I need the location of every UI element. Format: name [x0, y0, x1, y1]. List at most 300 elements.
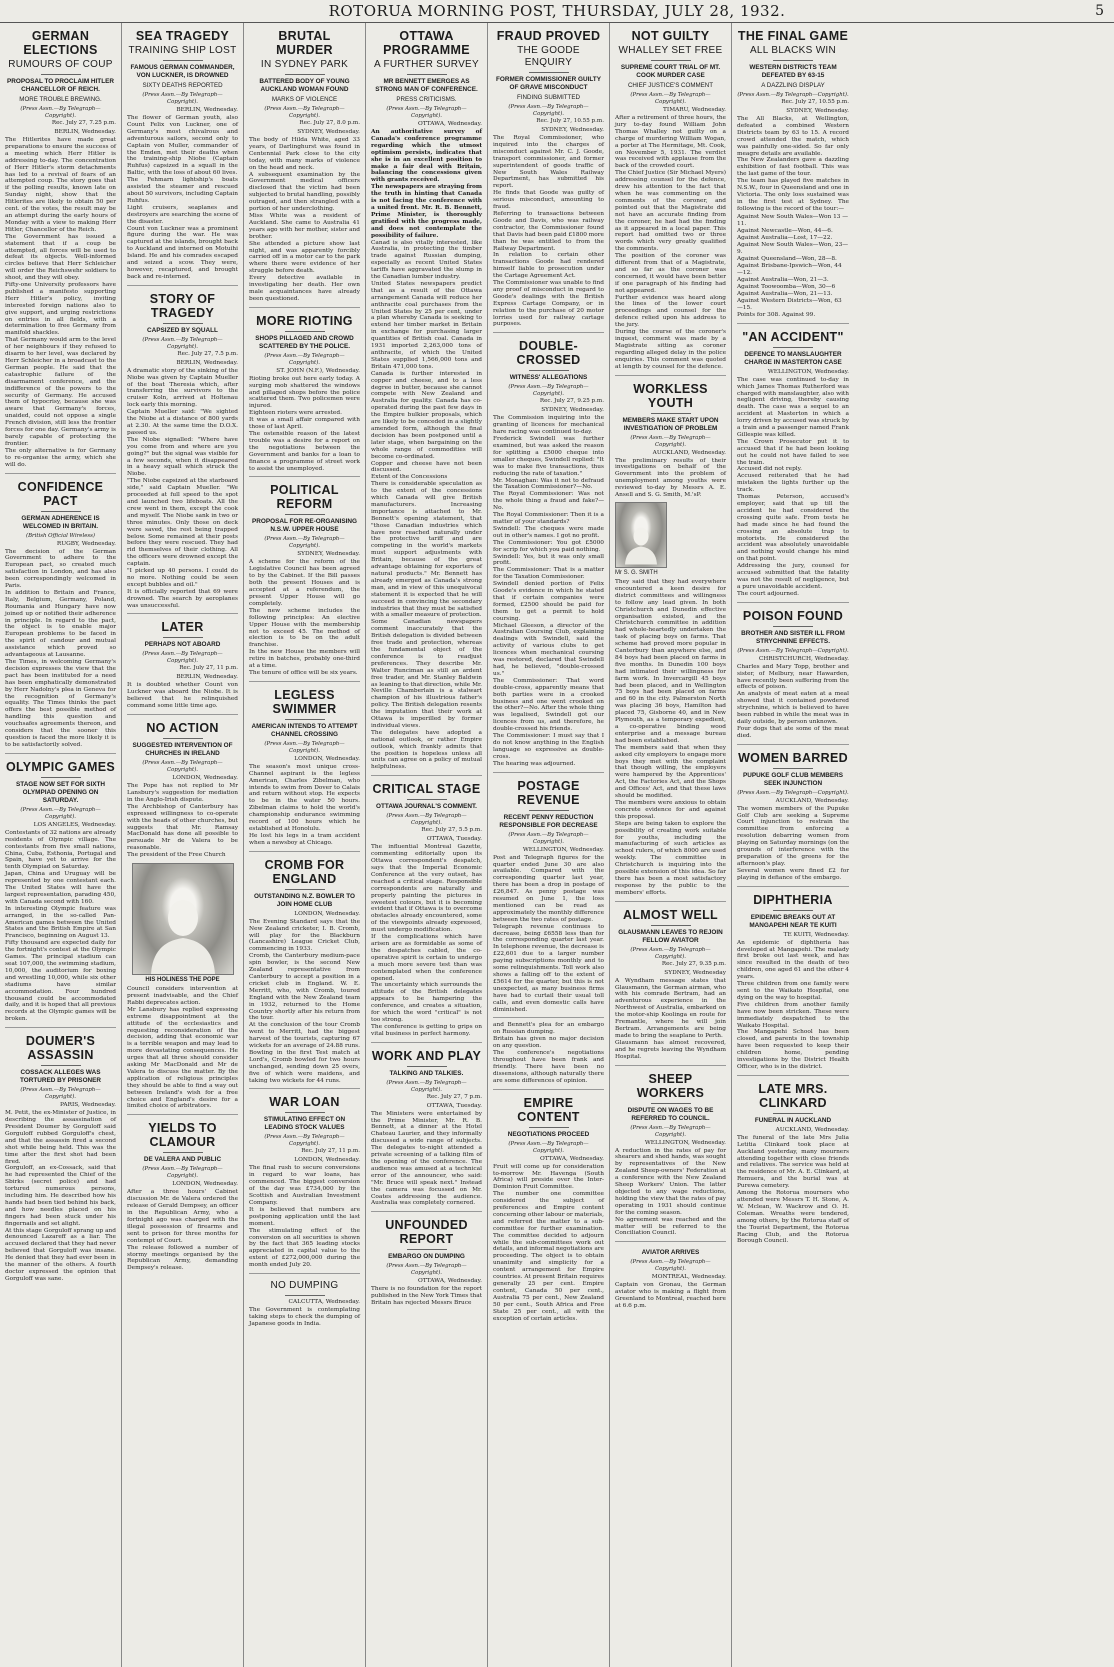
paragraph: The members said that when they asked city employers to engage more boys they met with the complaint that though willing, the employers were hampered by the Apprentices' Act, the Factories Act, and the Shops and Offices' Act, and that these laws should be modified.: [615, 744, 726, 800]
paragraph: Britain has given no major decision on any question.: [493, 1036, 604, 1050]
dateline: SYDNEY, Wednesday.: [541, 407, 604, 414]
paragraph: The preliminary results of their investigations on behalf of the Government into the problem of unemployment among youths were reviewed to-day by Messrs A. E. Ansell and S. G. Smith, M.'sP.: [615, 457, 726, 499]
press-credit: (Press Assn.—By Telegraph—Copyright).: [386, 813, 467, 827]
press-credit: (Press Assn.—By Telegraph—Copyright).: [20, 106, 101, 119]
paragraph: A reduction in the rates of pay for shearers and shed hands, was sought by representatives of the New Zealand Sheep-owners' Federation at a conference with the New Zealand Sheep Workers' Union. The latter objected to any wage reductions, holding the view that the rates of pay operating in 1931 should continue for the coming season.: [615, 1147, 726, 1216]
dateline: LONDON, Wednesday.: [172, 775, 238, 782]
received-time: Rec. July 27, 11 p.m.: [179, 665, 238, 672]
paragraph: No agreement was reached and the matter will be referred to the Conciliation Council.: [615, 1216, 726, 1237]
paragraph: Gorguloff, an ex-Cossack, said that he had represented the Chief of the Sbirks (secret police) and had tortured numerous persons, including him. He described how his hands had been tied behind his back, and how needles placed on his fingers had been stuck under his fingernails and set alight.: [5, 1165, 116, 1227]
article: [615, 29, 726, 371]
headline: ALMOST WELL: [623, 907, 718, 922]
paragraph: After a retirement of three hours, the jury to-day found William John Thomas Whalley not guilty on a charge of murdering William Wogan, a porter at The Hermitage, Mt. Cook, on November 5, 1931. The verdict was received with applause from the back of the crowded court.: [615, 115, 726, 170]
paragraph: Referring to transactions between Goode and Davis, who was railway contractor, the Commissioner found that Davis had been paid £1800 more than he was entitled to from the Railway Department.: [493, 210, 604, 252]
dateline: WELLINGTON, Wednesday.: [644, 1139, 726, 1146]
dateline: CALCUTTA, Wednesday.: [288, 1299, 360, 1306]
photo-caption: Mr S. G. SMITH: [615, 569, 658, 576]
headline-rule: [41, 74, 81, 75]
received-time: Rec. July 27, 7.25 p.m.: [51, 120, 116, 126]
paragraph: In relation to certain other transactions Goode had rendered himself liable to prosecution under the Cartage Agreement Act.: [493, 252, 604, 280]
paragraph: The influential Montreal Gazette, commenting editorially upon its Ottawa correspondent's despatch, says that the Imperial Economic Conference at the very outset, has reached a critical stage. Responsible correspondents are naturally and properly painting the pictures in sweetest colours, but it is becoming evident that if Ottawa is to overcome obstacles already encountered, some of the viewpoints already expressed, must undergo modification.: [371, 844, 482, 934]
paragraph: The position of the coroner was different from that of a Magistrate, and so far as the coroner was concerned, it would have been better if one paragraph of his finding had not appeared.: [615, 253, 726, 294]
paragraph: The members were anxious to obtain concrete evidence for and against this proposal.: [615, 799, 726, 820]
paragraph: The body of Hilda White, aged 33 years, of Darlinghurst was found in Centennial Park close to the city today, with many marks of violence on the head and neck.: [249, 137, 360, 171]
headline: DIPHTHERIA: [753, 892, 833, 907]
headline: SHEEP WORKERS: [636, 1071, 705, 1100]
headline: OTTAWA PROGRAMME: [383, 29, 470, 57]
paragraph: The case was continued to-day in which James Thomas Rutherford was charged with manslaughter, also with negligent driving, thereby causing death. The case was a sequel to an accident at Masterton in which a lorry driven by accused was struck by a train and a passenger named Frank Gillespie was killed.: [737, 376, 849, 438]
article: [737, 886, 849, 1071]
headline-rule: [529, 72, 569, 73]
paragraph: Canad is also vitally interested, like Australia, in protecting the timber trade against Russian dumping, especially as recent United States tariffs have aggravated the slump in the Canadian lumber industry.: [371, 239, 482, 281]
press-credit: (Press Assn.—By Telegraph—Copyright).: [142, 336, 223, 350]
paragraph: The women members of the Pupuke Golf Club are seeking a Supreme Court injunction to restrain the committee from enforcing a resolution debarring women from playing on Saturday mornings (on the grounds of interference with the preparation of the greens for the afternoon's play.: [737, 805, 849, 867]
deck: PUPUKE GOLF CLUB MEMBERS SEEK INJUNCTION: [742, 771, 844, 787]
article: [127, 29, 238, 281]
headline-rule: [41, 1065, 81, 1066]
paragraph: M. Petit, the ex-Minister of Justice, in describing the assassination of President Doumer by Gorguloff said Gorguloff rubbed Gorguloff's chest, and that the assassin fired a second shot while being held. This was the time after the first shot had been fired.: [5, 1110, 116, 1165]
press-credit: (British Official Wireless): [25, 532, 96, 539]
paragraph: After a three hours' Cabinet discussion Mr. de Valera ordered the release of Gerald Dempsey, an officer in the Republican Army, who a fortnight ago was charged with the illegal possession of firearms and sent to prison for three months for contempt of Court.: [127, 1189, 238, 1244]
paragraph: Rioting broke out here early today. A surging mob shattered the windows and pillaged shops before the police scattered them. Two policemen were injured.: [249, 375, 360, 410]
headline-rule: [285, 514, 325, 515]
paragraph: It was a small affair compared with those of last April.: [249, 417, 360, 431]
results-item: Against Toowoomba—Won, 30—6: [737, 283, 836, 290]
paragraph: At this stage Gorguloff sprang up and denounced Lazareff as a liar. The accused declared that they had never believed that Gorguloff was insane. He denied that they had ever been in the manner of the others. A fourth doctor expressed the opinion that Gorguloff was sane.: [5, 1227, 116, 1282]
paragraph: Captain Mueller said: "We sighted the Niobe at a distance of 800 yards at 2.30. At the same time the D.O.X. passed us.: [127, 409, 238, 436]
article: [127, 285, 238, 610]
headline-rule: [529, 1127, 569, 1128]
headline-rule: [285, 74, 325, 75]
headline: LEGLESS SWIMMER: [272, 687, 337, 716]
headline-rule: [773, 347, 813, 348]
results-item: Against Australia—Lost, 17—22.: [737, 234, 833, 241]
article: [5, 753, 116, 1023]
dateline: PARIS, Wednesday.: [60, 1102, 116, 1109]
column-5: [488, 23, 610, 1667]
paragraph: A scheme for the reform of the Legislative Council has been agreed to by the Cabinet. If the Bill passes both the present Houses and is accepted at a referendum, the present Upper House will go completely.: [249, 559, 360, 607]
paragraph: Thomas Peterson, accused's employer, said that up till the accident he had considered the crossing quite safe. From tests he had made since he had found the crossing an absolute trap to motorists. He considered the accident was absolutely unavoidable and nothing would change his mind on that point.: [737, 494, 849, 563]
paragraph: Steps are being taken to explore the possibility of creating work suitable for youths, including the manufacturing of such articles as school rulers, of which 8000 are used weekly. The committee in Christchurch is inquiring into the possible extension of this idea. So far there has been a most satisfactory response by the public to the members' efforts.: [615, 820, 726, 896]
dateline: AUCKLAND, Wednesday.: [775, 797, 849, 804]
paragraph: A dramatic story of the sinking of the Niobe was given by Captain Mueller of the boat Theresia which, after transferring the survivors to the cruiser Koln, arrived at Holtenau lock early this morning.: [127, 367, 238, 409]
paragraph: That Germany would arm to the level of her neighbours if they refused to disarm to her level, was declared by Herr Schleicher in a broadcast to the German people. He said that the catastrophic failure of the disarmament conference, and the indifference of the powers to the security of Germany. He accused them of hypocrisy, because she was aware that Germany's forces, unaided, could not oppose a single French division, still less the frontier forces for one day. Germany's army is barely capable of protecting the frontier.: [5, 337, 116, 447]
article: [615, 901, 726, 1061]
article: [127, 613, 238, 710]
headline: FRAUD PROVED: [496, 29, 601, 43]
results-item: Against Western Districts—Won, 63 —15.: [737, 297, 842, 311]
headline-rule: [285, 1295, 325, 1296]
paragraph: Charles and Mary Topp, brother and sister, of Melbury, near Hawarden, have recently been suffering from the effects of poison.: [737, 663, 849, 691]
paragraph: Light cruisers, seaplanes and destroyers are searching the scene of the disaster.: [127, 204, 238, 225]
headline: CROMB FOR ENGLAND: [264, 857, 345, 886]
headline-rule: [407, 1249, 447, 1250]
headline: OLYMPIC GAMES: [5, 759, 115, 774]
paragraph: The Commission inquiring into the granting of licences for mechanical hare racing was continued to-day.: [493, 415, 604, 436]
paragraph: At the conclusion of the tour Cromb went to Merritt, had the biggest harvest of the tourists, capturing 67 wickets for an average of 24.88 runs. Bowling in the first Test match at Lord's, Cromb bowled for two hours unchanged, sending down 25 overs, five of which were maidens, and taking two wickets for 44 runs.: [249, 1022, 360, 1084]
paragraph: Swindell denied portion of Felix Goode's evidence in which he stated that if certain companies were formed, £2500 should be paid for them to get a permit to hold coursing.: [493, 581, 604, 622]
paragraph: "I picked up 40 persons. I could do no more. Nothing could be seen except bubbles and oil.": [127, 568, 238, 588]
press-credit: (Press Assn.—By Telegraph—Copyright).: [630, 946, 711, 960]
headline-rule: [285, 719, 325, 720]
paragraph: There is no foundation for the report published in the New York Times that Britain has rejected Messrs Bruce: [371, 1286, 482, 1307]
deck: FUNERAL IN AUCKLAND: [754, 1116, 832, 1124]
headline: LATER: [161, 620, 204, 635]
subheadline: WHALLEY SET FREE: [618, 45, 723, 56]
dateline: TIMARU, Wednesday.: [663, 107, 726, 113]
paragraph: The season's most unique cross-Channel aspirant is the legless American, Charles Zibelman, who intends to swim from Dover to Calais and return without stop. He expects to be in the water 50 hours. Zibelman claims to hold the world's championship endurance swimming record of 100 hours which he established at Honolulu.: [249, 763, 360, 832]
paragraph: Mr Lansbury has replied expressing extreme disappointment at the attitude of the ecclesiastics and requesting reconsideration of the decision, adding that economic war is a terrible weapon and may lead to more devastating consequences. He urges that all three should consider asking Mr MacDonald and Mr de Valera to discuss the matter. By the application of religious principles they should be able to find a way out between Ireland's wish for a free choice and England's desire for a limited choice of arbitrators.: [127, 1006, 238, 1110]
paragraph: The court adjourned.: [737, 590, 799, 597]
deck: PERHAPS NOT ABOARD: [144, 641, 221, 649]
paragraph: Michael Gleeson, a director of the Australian Coursing Club, explaining dealings with Swindell, said the activity of various clubs to get licences when mechanical coursing was restored, declared that Swindell had, he believed, "double-crossed us.": [493, 622, 604, 677]
headline: SEA TRAGEDY: [135, 29, 230, 43]
paragraph: It is doubted whether Count von Luckner was aboard the Niobe. It is believed that he relinquished command some little time ago.: [127, 682, 238, 710]
paragraph: The conference's negotiations throughout have been frank and friendly. There have been no dissensions, although naturally there are some differences of opinion.: [493, 1050, 604, 1084]
paragraph: It is officially reported that 69 were drowned. The search by aeroplanes was unsuccessful.: [127, 588, 238, 609]
deck-line: MORE TROUBLE BREWING.: [19, 96, 102, 103]
paragraph: The Government has issued a statement that if a coup be attempted, all forces will be used to defeat its objects. Well-informed circles believe that Herr Schleicher will order the Reichswehr soldiers to shoot, and they will obey.: [5, 233, 116, 282]
dateline: CHRISTCHURCH, Wednesday.: [758, 655, 849, 662]
press-credit: (Press Assn.—By Telegraph—Copyright).: [142, 92, 223, 105]
portrait-silhouette-icon: [143, 884, 223, 974]
article: [249, 1088, 360, 1269]
dateline: LONDON, Wednesday.: [294, 755, 360, 762]
paragraph: Captain von Gronau, the German aviator who is making a flight from Greenland to Montreal, reached here at 6.6 p.m.: [615, 1282, 726, 1310]
deck: PROPOSAL FOR RE-ORGANISING N.S.W. UPPER HOUSE: [252, 518, 357, 534]
dateline: OTTAWA, Tuesday.: [426, 1102, 482, 1109]
dateline: OTTAWA, Wednesday.: [539, 1155, 604, 1162]
article: [615, 1065, 726, 1238]
press-credit: (Press Assn.—By Telegraph—Copyright).: [142, 760, 223, 774]
paragraph: Swindell: Yes, but it was only small profit.: [493, 553, 604, 567]
deck-line: MARKS OF VIOLENCE: [271, 96, 338, 103]
deck: WITNESS' ALLEGATIONS: [509, 374, 588, 382]
paragraph: The funeral of the late Mrs Julia Letitia Clinkard took place at Auckland yesterday, many mourners attending together with close friends and relatives. The service was held at the residence of Mr. A. E. Clinkard, at Remuera, and the burial was at Purewa cemetery.: [737, 1134, 849, 1190]
received-time: Rec. July 27, 7.5 p.m.: [177, 350, 238, 357]
dateline: LONDON, Wednesday.: [294, 910, 360, 917]
headline: GERMAN ELECTIONS: [23, 29, 98, 57]
paragraph: The Government is contemplating taking steps to check the dumping of Japanese goods in India.: [249, 1307, 360, 1327]
paragraph: Among the Rotorua mourners who attended were Messrs T. H. Stone, A. W. Mclean, W. Wackrow and O. H. Coleman. Wreaths were tendered, among others, by the Rotorua staff of the Tourist Department, the Rotorua Racing Club, and the Rotorua Borough Council.: [737, 1190, 849, 1245]
paragraph: He lost his legs in a tram accident when a newsboy at Chicago.: [249, 832, 360, 846]
press-credit: (Press Assn.—By Telegraph—Copyright).: [508, 831, 589, 845]
paragraph: The conference is getting to grips on vital business in perfect harmony.: [371, 1023, 482, 1037]
paragraph: Fruit will come up for consideration to-morrow Mr. Havenga (South Africa) will preside over the Inter-Dominion Fruit Committee.: [493, 1163, 604, 1191]
article: [5, 1027, 116, 1283]
headline-rule: [285, 889, 325, 890]
received-time: Rec. July 27, 11 p.m.: [301, 1148, 360, 1155]
headline: YIELDS TO CLAMOUR: [148, 1121, 217, 1150]
deck: GLAUSMANN LEAVES TO REJOIN FELLOW AVIATOR: [618, 928, 723, 944]
press-credit: (Press Assn.—By Telegraph—Copyright).: [508, 1140, 589, 1154]
deck-line: PRESS CRITICISMS.: [396, 96, 457, 103]
article: [737, 602, 849, 740]
deck: DISPUTE ON WAGES TO BE REFERRED TO COUNCIL.: [627, 1106, 714, 1122]
headline-rule: [773, 768, 813, 769]
photo-caption: HIS HOLINESS THE POPE: [145, 977, 220, 984]
press-credit: (Press Assn.—By Telegraph—Copyright).: [737, 92, 849, 98]
paragraph: The number one committee considered the subject of preferences and Empire content concerning other labour or materials, and referred the matter to a sub-committee for further examination. The committee decided to adjourn while the sub-committees work out details, and informal negotiations are proceeding. The object is to obtain unanimity and simplicity for a content arrangement for Empire countries. At present Britain requires generally 25 per cent. Empire content, Canada 50 per cent., Australia 75 per cent., New Zealand 50 per cent., South Africa and Free State 25 per cent., all with the exception of certain articles.: [493, 1191, 604, 1322]
paragraph: The only alternative is for Germany to re-organise the army, which she will do.: [5, 447, 116, 468]
deck: NEGOTIATIONS PROCEED: [507, 1130, 590, 1138]
paragraph: The flower of German youth, also Count Felix von Luckner, one of Germany's most chivalrous and adventurous sailors, second only to Captain von Muller, commander of the Emden, met their deaths when the training-ship Niobe (Captain Ruhfus) capsized in a squall in the Baltic, with the loss of about 60 lives.: [127, 115, 238, 177]
deck-line: CHIEF JUSTICE'S COMMENT: [627, 82, 714, 89]
deck: SUGGESTED INTERVENTION OF CHURCHES IN IRELAND: [132, 742, 233, 758]
headline-rule: [651, 1103, 691, 1104]
paragraph: Accused did not reply.: [737, 466, 802, 473]
paragraph: The stimulating effect of the conversion on all securities is shown by the fact that 365 leading stocks appreciated in capital value to the extent of £272,000,000 during the month ended July 20.: [249, 1227, 360, 1269]
lead-paragraph: The newspapers are straying from the truth in hinting that Canada is not facing the conference with a united front. Mr. R. B. Bennett, Prime Minister, is thoroughly gratified with the progress made, and does not contemplate the possibility of failure.: [371, 184, 482, 239]
article: [615, 375, 726, 897]
article: [249, 1273, 360, 1328]
paragraph: Contestants of 32 nations are already residents of Olympic village. The contestants from five small nations, China, Cuba, Esthonia, Portugal and Spain, have yet to arrive for the tenth Olympiad on Saturday.: [5, 829, 116, 871]
paragraph: The Commissioner was unable to find any proof of misconduct in regard to Goode's dealings with the British Express Cartage Company, or in relation to the purchase of 20 motor lorries used for railway cartage purposes.: [493, 280, 604, 328]
paragraph: The Times, in welcoming Germany's decision expresses the view that the pact has been instituted for a need has been emphatically demonstrated by Herr Nadolny's plea in Geneva for the recognition of Germany's equality. The Times thinks the pact offers the best possible method of handling this question and vouchsafes agreements thereon, and considers that the sooner this question is faced the more likely it is to be satisfactorily solved.: [5, 659, 116, 748]
paragraph: The Commissioner: That is a matter for the Taxation Commissioner.: [493, 567, 604, 581]
subheadline: ALL BLACKS WIN: [749, 45, 837, 56]
press-credit: (Press Assn.—By Telegraph—Copyright).: [386, 1079, 467, 1093]
paragraph: It is believed that numbers are postponing application until the last moment.: [249, 1206, 360, 1227]
headline: POSTAGE REVENUE: [517, 778, 580, 807]
dateline: ST. JOHN (N.F.), Wednesday.: [276, 367, 360, 374]
subheadline: THE GOODE ENQUIRY: [517, 45, 580, 68]
deck: COSSACK ALLEGES WAS TORTURED BY PRISONER: [19, 1069, 102, 1085]
deck: AVIATOR ARRIVES: [641, 1249, 700, 1257]
paragraph: She attended a picture show last night, and was apparently forcibly carried off in a motor car to the park where there were evidence of her struggle before death.: [249, 240, 360, 275]
dateline: RUGBY, Wednesday.: [56, 540, 116, 547]
headline-rule: [773, 626, 813, 627]
subheadline: RUMOURS OF COUP: [8, 59, 113, 70]
received-time: Rec. July 27, 10.55 p.m.: [781, 99, 849, 105]
deck: EPIDEMIC BREAKS OUT AT MANGAPEHI NEAR TE KUITI: [749, 913, 837, 929]
results-item: Against Australia—Won, 21—3.: [737, 276, 829, 283]
paragraph: Count von Luckner was a prominent figure during the war. He was captured at the islands, brought back to Auckland and interned on Motuihi Island. He and his comrades escaped and seized a scow. They were, however, recaptured, and brought back and re-interned.: [127, 225, 238, 280]
paragraph: In addition to Britain and France, Italy, Belgium, Germany, Poland, Roumania and Hungary have now joined up or notified their adherence in principle. In regard to the pact, the object is to enable major European problems to be faced in the spirit of candour and mutual assistance which proved so advantageous at Lausanne.: [5, 589, 116, 659]
press-credit: (Press Assn.—By Telegraph—Copyright).: [630, 1124, 711, 1138]
paragraph: Addressing the jury, counsel for accused submitted that the fatality was not the result of negligence, but a pure unavoidable accident.: [737, 563, 849, 590]
headline: CONFIDENCE PACT: [17, 479, 104, 508]
paragraph: Fifty-one University professors have published a manifesto supporting Herr Hitler's policy, inviting interested foreign nations also to give support, and urging restrictions on entries in all fields, with a determination to free Germany from manifold shackles.: [5, 282, 116, 337]
headline-rule: [285, 331, 325, 332]
article: [493, 332, 604, 767]
dateline: SYDNEY, Wednesday.: [297, 551, 360, 558]
headline-rule: [407, 1066, 447, 1067]
portrait-photo: [132, 863, 234, 975]
article: [249, 681, 360, 847]
deck-line: SIXTY DEATHS REPORTED: [142, 82, 223, 89]
paragraph: Council considers intervention at present inadvisable, and the Chief Rabbi deprecates action.: [127, 986, 238, 1006]
dateline: LONDON, Wednesday.: [172, 1181, 238, 1188]
paragraph: An epidemic of diphtheria has developed at Mangapehi. The malady first broke out last week, and has since resulted in the death of two children, one aged 61 and the other 4 years.: [737, 939, 849, 981]
dateline: OTTAWA, Wednesday.: [417, 121, 482, 127]
headline-rule: [285, 1112, 325, 1113]
press-credit: (Press Assn.—By Telegraph—Copyright).: [737, 647, 849, 654]
paragraph: A Wyndham message states that Glausmann, the German airman, who with his comrade Bertram, had an adventurous experience in the Northwest of Australia, embarked on the motor-ship Koolinga en route for Fremantle, where he will join Bertram. Arrangements are being made to bring the seaplane to Perth.: [615, 977, 726, 1039]
press-credit: (Press Assn.—By Telegraph—Copyright).: [264, 740, 345, 754]
column-1: [0, 23, 122, 1667]
paragraph: The Mangapehi School has been closed, and parents in the township have been requested to keep their children home, pending investigations by the District Health Officer, who is in the district.: [737, 1029, 849, 1070]
paragraph: Extent of the Concessions: [371, 474, 448, 481]
dateline: BERLIN, Wednesday.: [176, 359, 238, 366]
column-4: [366, 23, 488, 1667]
headline-rule: [41, 511, 81, 512]
received-time: Rec. July 27, 5.5 p.m.: [421, 827, 482, 834]
paragraph: The Niobe signalled: "Where have you come from and where are you going?" but the signal was visible for a few seconds, when it disappeared in a heavy squall which struck the Niobe.: [127, 436, 238, 478]
headline: DOUBLE-CROSSED: [516, 339, 581, 368]
press-credit: (Press Assn.—By Telegraph—Copyright).: [264, 1134, 345, 1148]
dateline: BERLIN, Wednesday.: [176, 107, 238, 113]
article: [737, 29, 849, 319]
dateline: SYDNEY, Wednesday: [664, 969, 726, 976]
headline: POISON FOUND: [742, 608, 844, 623]
paragraph: The Evening Standard says that the New Zealand cricketer, I. B. Cromb, will play for the Blackburn (Lancashire) League Cricket Club, commencing in 1933.: [249, 918, 360, 953]
press-credit: (Press Assn.—By Telegraph—Copyright).: [20, 1087, 101, 1101]
paragraph: Fifty thousand are expected daily for the fortnight's contest at the Olympic Games. The principal stadium can seat 107,000, the swimming stadium, 10,000, the auditorium for boxing and wrestling 10,000, while six other stadiums have similar accommodation. Four hundred thousand could be accommodated daily, and it is hoped that all previous records at the Olympic games will be broken.: [5, 940, 116, 1023]
paragraph: They said that they had everywhere encountered a keen desire for district committees and willingness to follow any lead given. In both Christchurch and Dunedin effective organisation existed, and the Christchurch committee in addition had whole-heartedly undertaken the task of placing boys on farms. That scheme had proved more popular in Canterbury than anywhere else, and 84 boys had been placed on farms in five months. In Dunedin 100 boys had intimated their willingness for farm work. In Invercargill 45 boys had been placed, and in Wellington 75 boys had been placed on farms and 60 in the city. Palmerston North was placing 36 boys, Hamilton had placed 75, Gisborne 40, and in New Plymouth, as a temporary expedient, a co-operative binding wood enterprise and a message bureau had been established.: [615, 578, 726, 744]
paragraph: The All Blacks, at Wellington, defeated a combined Western Districts team by 63 to 15. A record crowd attended the match, which was painfully one-sided. So far only meagre details are available.: [737, 116, 849, 157]
paragraph: Japan, China and Uruguay will be represented by one contestant each. The United States will have the largest representation, parading 450, with Canada second with 160.: [5, 871, 116, 905]
paragraph: Three children from one family were sent to the Waikato Hospital, one dying on the way to hospital.: [737, 981, 849, 1001]
headline: WORK AND PLAY: [371, 1048, 482, 1063]
paragraph: The Crown Prosecutor put it to accused that if he had been looking out he could not have failed to see the train.: [737, 438, 849, 466]
headline-rule: [529, 370, 569, 371]
received-time: Rec. July 27, 8.0 p.m.: [299, 120, 360, 126]
deck: RECENT PENNY REDUCTION RESPONSIBLE FOR DECREASE: [499, 813, 598, 829]
headline-rule: [651, 60, 691, 61]
deck: STAGE NOW SET FOR SIXTH OLYMPIAD OPENING ON SATURDAY.: [16, 780, 105, 804]
deck: MEMBERS MAKE START UPON INVESTIGATION OF PROBLEM: [622, 416, 719, 432]
paragraph: The hearing was adjourned.: [493, 760, 576, 767]
article: [249, 307, 360, 473]
paragraph: Some Canadian newspapers comment inaccurately that the British delegation is divided between free trade and protection, whereas the fundamental object of the conference is to readjust preferences. They describe Mr. Walter Runciman as still an ardent free trader, and Mr. Stanley Baldwin as leaning to that direction, while Mr. Neville Chamberlain is a stalwart champion of his illustrious father's policy. The British delegation resents the imputation that their work at Ottawa is imperilled by former individual views.: [371, 619, 482, 729]
results-item: Against Newcastle—Won, 44—6.: [737, 227, 833, 234]
portrait-silhouette-icon: [621, 517, 661, 567]
headline-rule: [773, 1113, 813, 1114]
masthead-title: ROTORUA MORNING POST, THURSDAY, JULY 28, 1932.: [328, 2, 786, 20]
headline-rule: [163, 637, 203, 638]
paragraph: and Bennett's plea for an embargo on Russian dumping.: [493, 1022, 604, 1036]
received-time: Rec. July 27, 7 p.m.: [426, 1093, 482, 1100]
paragraph: Glausmann has almost recovered, and he regrets leaving the Wyndham Hospital.: [615, 1039, 726, 1060]
deck: STIMULATING EFFECT ON LEADING STOCK VALUES: [263, 1116, 346, 1132]
paragraph: The Commissioner: You got £5000 for scrip for which you paid nothing.: [493, 539, 604, 553]
headline-rule: [651, 413, 691, 414]
deck: EMBARGO ON DUMPING: [388, 1253, 465, 1261]
press-credit: (Press Assn.—By Telegraph—Copyright).: [508, 384, 589, 398]
paragraph: Frederick Swindell was further examined, but was asked the reason for splitting a £5000 cheque into smaller cheques, Swindell replied: "It was to make five transactions, thus reducing the rate of taxation.": [493, 436, 604, 477]
headline-rule: [41, 777, 81, 778]
paragraph: The New Zealanders gave a dazzling exhibition of fast football. This was the last game of the tour.: [737, 157, 849, 178]
headline: "AN ACCIDENT": [742, 329, 844, 344]
paragraph: The ostensible reason of the latest trouble was a desire for a report on the negotiations between the Government and banks for a loan to finance a programme of street work to assist the unemployed.: [249, 431, 360, 472]
paragraph: Cromb, the Canterbury medium-pace spin bowler, is the second New Zealand representative from Canterbury to accept a position in a cricket club in England. W. E. Merritt, who, with Cromb, toured England with the New Zealand team in 1932, returned to the Home Country shortly after his return from the tour.: [249, 953, 360, 1022]
headline: NO ACTION: [146, 721, 219, 736]
deck: WESTERN DISTRICTS TEAM DEFEATED BY 63-15: [749, 64, 837, 79]
article: [493, 772, 604, 1014]
article: [737, 1075, 849, 1246]
portrait-photo: [615, 502, 667, 568]
article: [493, 1089, 604, 1323]
paragraph: The Pope has not replied to Mr Lansbury's suggestion for mediation in the Anglo-Irish dispute.: [127, 783, 238, 803]
dateline: AUCKLAND, Wednesday.: [775, 1126, 849, 1133]
headline: MORE RIOTING: [256, 313, 353, 328]
paragraph: During the course of the coroner's inquest, comment was made by a Magistrate sitting as coroner regarding alleged delay in the police enquiries. This comment was quoted at length by counsel for the defence.: [615, 329, 726, 370]
headline-rule: [773, 60, 813, 61]
headline-rule: [163, 60, 203, 61]
paragraph: The release followed a number of stormy meetings organised by the Republican Army, demanding Dempsey's release.: [127, 1244, 238, 1272]
headline-rule: [529, 810, 569, 811]
lead-paragraph: An authoritative survey of Canada's conference programme regarding which the utmost optimism persists, indicates that she is in an excellent position to make a fair deal with Britain, balancing the concessions given with grants received.: [371, 129, 482, 184]
paragraph: Eighteen rioters were arrested.: [249, 410, 342, 417]
deck: TALKING AND TALKIES.: [389, 1069, 464, 1077]
dateline: SYDNEY, Wednesday.: [541, 127, 604, 133]
deck: SHOPS PILLAGED AND CROWD SCATTERED BY THE POLICE.: [255, 334, 354, 350]
paragraph: Mr. Monaghan: Was it not to defraud the Taxation Commissioner?—No.: [493, 477, 604, 491]
paragraph: The Ministers were entertained by the Prime Minister, Mr. R. B. Bennett, at a dinner at the Hotel Chateau Laurier, and they informally discussed a wide range of subjects. The delegates to-night attended a private screening of a talking film of the opening of the conference. The audience was amused at a technical error of the announcer, who said: "Mr. Bruce will speak next." Instead the camera was focussed on Mr. Coates addressing the audience. Australia was completely cornered.: [371, 1110, 482, 1207]
paragraph: The decision of the German Government to adhere to the European pact, so created much satisfaction in London, and has also been correspondingly welcomed in Paris.: [5, 548, 116, 590]
column-7: [732, 23, 854, 1667]
article: [249, 851, 360, 1085]
dateline: WELLINGTON, Wednesday.: [767, 368, 849, 375]
paragraph: An analysis of meat eaten at a meal showed that it contained powdered strychnine, which is believed to have been rubbed in while the meat was in daily outside, by person unknown.: [737, 691, 849, 725]
deck: SUPREME COURT TRIAL OF MT. COOK MURDER CASE: [620, 64, 721, 79]
results-item: Against New South Wales—Won, 23—9.: [737, 241, 849, 255]
paragraph: Further evidence was heard along the lines of the lower court proceedings and counsel for the defence relied upon his address to the jury.: [615, 294, 726, 329]
subheadline: IN SYDNEY PARK: [260, 59, 349, 70]
article: [5, 473, 116, 749]
deck-line: FINDING SUBMITTED: [517, 94, 580, 101]
paragraph: A subsequent examination by the Government medical officers disclosed that the victim had been subjected to brutal handling, possibly outraged, and then strangled with a portion of her underclothing.: [249, 171, 360, 213]
results-list: [737, 214, 849, 319]
results-item: Against Brisbane-Ipswich—Won, 44 —12.: [737, 262, 842, 276]
headline-rule: [163, 738, 203, 739]
deck: DEFENCE TO MANSLAUGHTER CHARGE IN MASTERTON CASE: [744, 350, 842, 366]
paragraph: The Hitlerites have made great preparations to ensure the success of a meeting which Herr Hitler is addressing to-day. The concentration of Herr Hitler's storm detachments has led to a revival of fears of an attempted coup. The story goes that if the polling results, known late on Sunday night, show that the Hitlerites are likely to obtain 50 per cent. of the votes, the result may be an attempt during the early hours of Monday with a view to making Herr Hitler, Chancellor of the Reich.: [5, 137, 116, 233]
headline: LATE MRS. CLINKARD: [758, 1081, 828, 1110]
headline: WORKLESS YOUTH: [633, 381, 708, 410]
headline-rule: [407, 799, 447, 800]
paragraph: The Archbishop of Canterbury has expressed willingness to co-operate with the heads of other churches, but suggests that Mr. Ramsay MacDonald has done all possible to persuade Mr de Valera to be reasonable.: [127, 803, 238, 852]
deck-line: A DAZZLING DISPLAY: [761, 82, 825, 89]
article: [737, 744, 849, 882]
press-credit: (Press Assn.—By Telegraph—Copyright).: [264, 352, 345, 366]
paragraph: United States newspapers predict that as a result of the Ottawa arrangement Canada will reduce her anthracite coal purchases from the United States by 25 per cent, under a plan whereby Canada is seeking to extend her timber market in Britain in exchange for purchasing larger quantities of British coal. Canada in 1931 imported 2,263,000 tons of anthracite, of which the United States supplied 1,566,000 tons and Britain 471,000 tons.: [371, 280, 482, 370]
dateline: OTTAWA, Wednesday.: [417, 1278, 482, 1285]
press-credit: (Press Assn.—By Telegraph—Copyright).: [737, 789, 849, 796]
headline-rule: [407, 74, 447, 75]
dateline: BERLIN, Wednesday.: [176, 674, 238, 681]
deck: FAMOUS GERMAN COMMANDER, VON LUCKNER, IS DROWNED: [130, 64, 235, 79]
article: [249, 476, 360, 676]
deck: OUTSTANDING N.Z. BOWLER TO JOIN HOME CLUB: [254, 892, 355, 908]
headline-rule: [651, 925, 691, 926]
paragraph: He finds that Goode was guilty of serious misconduct, amounting to fraud.: [493, 190, 604, 211]
deck: GERMAN ADHERENCE IS WELCOMED IN BRITAIN.: [21, 514, 100, 530]
article: [371, 1211, 482, 1307]
results-item: Against New South Wales—Won 13 —11.: [737, 213, 849, 227]
dateline: SYDNEY, Wednesday.: [297, 129, 360, 135]
received-time: Rec. July 27, 9.35 p.m.: [661, 960, 726, 967]
deck: FORMER COMMISSIONER GUILTY OF GRAVE MISCONDUCT: [496, 76, 601, 91]
dateline: LONDON, Wednesday.: [294, 1157, 360, 1164]
headline: STORY OF TRAGEDY: [149, 291, 216, 320]
press-credit: (Press Assn.—By Telegraph—Copyright).: [630, 1259, 711, 1273]
headline: BRUTAL MURDER: [276, 29, 333, 57]
press-credit: (Press Assn.—By Telegraph—Copyright).: [630, 92, 711, 105]
columns: [0, 23, 1114, 1667]
paragraph: If the complications which have arisen are as formidable as some of the despatches cabled, the co-operative spirit is certain to undergo a much more severe test than was contemplated when the conference opened.: [371, 934, 482, 982]
